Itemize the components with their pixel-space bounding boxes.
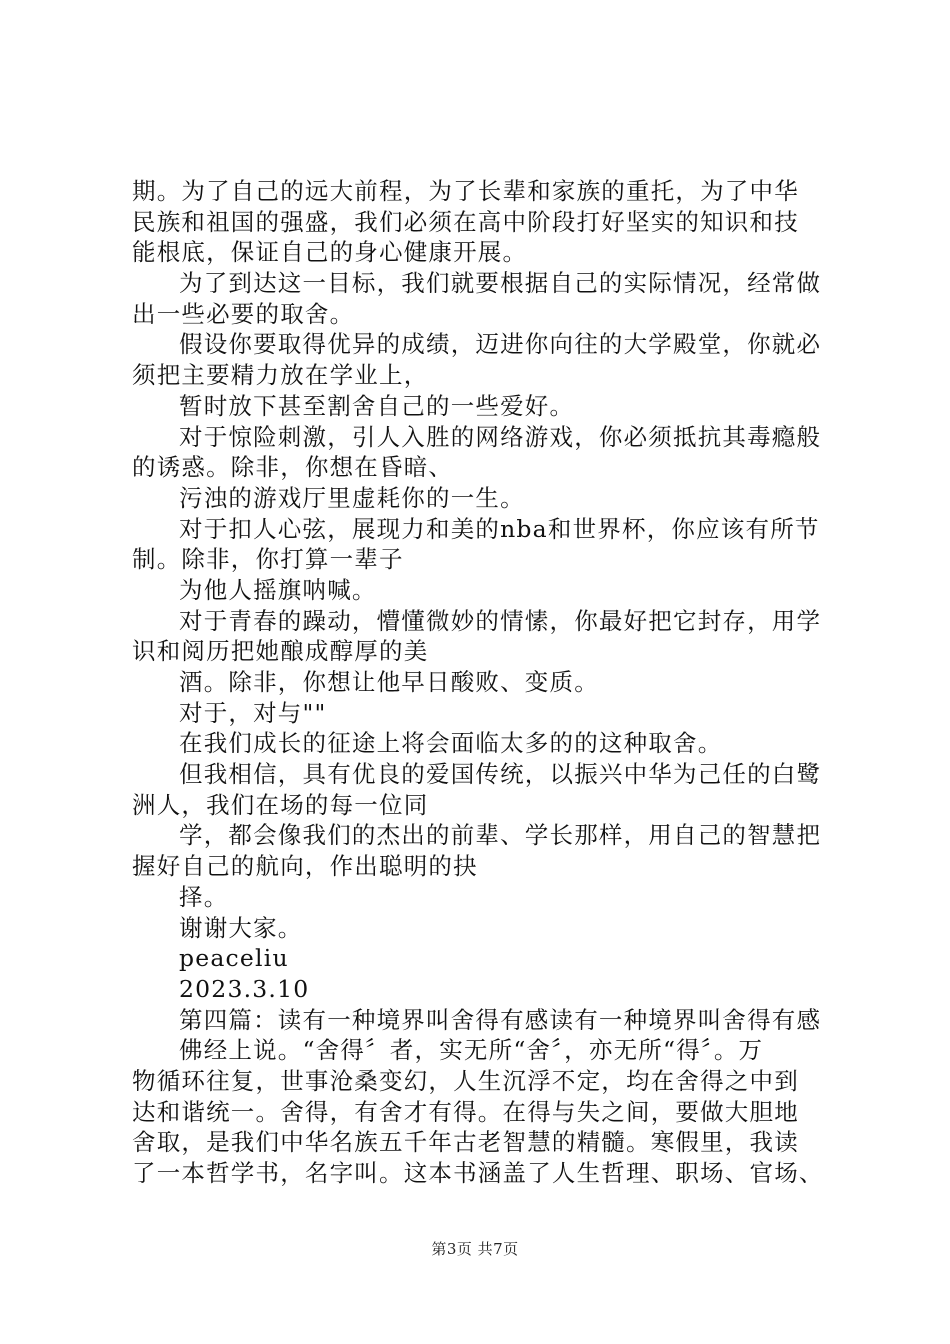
text-line: 谢谢大家。 bbox=[179, 913, 303, 942]
text-line: 对于，对与"" bbox=[179, 698, 327, 727]
text-line: 酒。除非，你想让他早日酸败、变质。 bbox=[179, 668, 599, 696]
text-line: 出一些必要的取舍。 bbox=[132, 299, 355, 328]
text-line: 须把主要精力放在学业上， bbox=[132, 361, 429, 390]
text-line: 但我相信，具有优良的爱国传统，以振兴中华为己任的白鹭 bbox=[179, 760, 822, 789]
text-line: 学，都会像我们的杰出的前辈、学长那样，用自己的智慧把 bbox=[179, 821, 822, 850]
text-line: 民族和祖国的强盛，我们必须在高中阶段打好坚实的知识和技 bbox=[132, 207, 799, 236]
text-line: 在我们成长的征途上将会面临太多的的这种取舍。 bbox=[179, 729, 723, 758]
document-body bbox=[132, 176, 844, 1189]
text-line: 舍取，是我们中华名族五千年古老智慧的精髓。寒假里，我读 bbox=[132, 1128, 799, 1157]
text-line: 握好自己的航向，作出聪明的抉 bbox=[132, 852, 478, 881]
text-line: 第四篇：读有一种境界叫舍得有感读有一种境界叫舍得有感 bbox=[179, 1005, 822, 1034]
text-line: 佛经上说。“舍得〞者，实无所“舍〞，亦无所“得〞。万 bbox=[179, 1036, 764, 1065]
text-line: 达和谐统一。舍得，有舍才有得。在得与失之间，要做大胆地 bbox=[132, 1097, 799, 1126]
text-line: 为他人摇旗呐喊。 bbox=[179, 575, 377, 604]
text-line: 暂时放下甚至割舍自己的一些爱好。 bbox=[179, 391, 575, 420]
text-line: 为了到达这一目标，我们就要根据自己的实际情况，经常做 bbox=[179, 269, 822, 298]
text-line: 制。除非，你打算一辈子 bbox=[132, 545, 404, 574]
text-line: peaceliu bbox=[179, 944, 289, 973]
text-line: 能根底，保证自己的身心健康开展。 bbox=[132, 238, 528, 267]
text-line: 对于惊险刺激，引人入胜的网络游戏，你必须抵抗其毒瘾般 bbox=[179, 422, 822, 451]
text-line: 2023.3.10 bbox=[179, 974, 310, 1003]
text-line: 识和阅历把她酿成醇厚的美 bbox=[132, 637, 429, 666]
text-line: 假设你要取得优异的成绩，迈进你向往的大学殿堂，你就必 bbox=[179, 330, 822, 359]
text-line: 对于扣人心弦，展现力和美的nba和世界杯，你应该有所节 bbox=[179, 514, 820, 543]
text-line: 了一本哲学书，名字叫。这本书涵盖了人生哲理、职场、官场、 bbox=[132, 1159, 824, 1187]
page-footer: 第3页 共7页 bbox=[431, 1240, 519, 1258]
text-line: 期。为了自己的远大前程，为了长辈和家族的重托，为了中华 bbox=[132, 177, 799, 205]
text-line: 择。 bbox=[179, 882, 229, 911]
text-line: 对于青春的躁动，懵懂微妙的情愫，你最好把它封存，用学 bbox=[179, 606, 822, 635]
text-line: 物循环往复，世事沧桑变幻，人生沉浮不定，均在舍得之中到 bbox=[132, 1066, 799, 1095]
text-line: 污浊的游戏厅里虚耗你的一生。 bbox=[179, 483, 525, 512]
text-line: 洲人，我们在场的每一位同 bbox=[132, 790, 429, 819]
text-line: 的诱惑。除非，你想在昏暗、 bbox=[132, 453, 454, 482]
